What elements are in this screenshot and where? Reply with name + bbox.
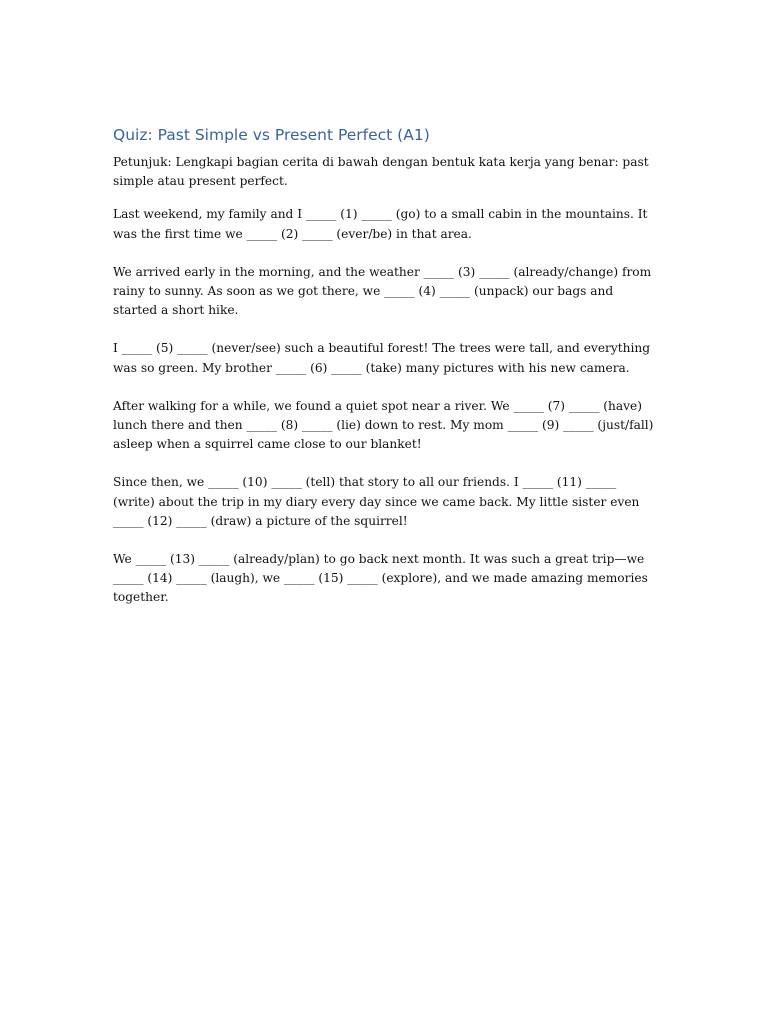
story-paragraph-1: Last weekend, my family and I _____ (1) _____ (go) to a small cabin in the mountains. It was the first time we _____ (2) _____ (ever/be) in that area. xyxy=(113,207,648,241)
document-title: Quiz: Past Simple vs Present Perfect (A1) xyxy=(113,126,430,144)
document-body xyxy=(113,123,661,627)
story-paragraph-2: We arrived early in the morning, and the weather _____ (3) _____ (already/change) from rainy to sunny. As soon as we got there, we _____ (4) _____ (unpack) our bags and started a short hike. xyxy=(113,264,652,318)
story-paragraph-5: Since then, we _____ (10) _____ (tell) that story to all our friends. I _____ (11) _____ (write) about the trip in my diary every day since we came back. My little sister even _____ (12) _____ (draw) a picture of the squirrel! xyxy=(113,475,640,528)
instructions-text: Petunjuk: Lengkapi bagian cerita di bawah dengan bentuk kata kerja yang benar: past simple atau present perfect. xyxy=(113,155,649,189)
story-paragraph-4: After walking for a while, we found a quiet spot near a river. We _____ (7) _____ (have) lunch there and then _____ (8) _____ (lie) down to rest. My mom _____ (9) _____ (just/fall) asleep when a squirrel came close to our blanket! xyxy=(113,398,654,452)
story-paragraph-3: I _____ (5) _____ (never/see) such a beautiful forest! The trees were tall, and everything was so green. My brother _____ (6) _____ (take) many pictures with his new camera. xyxy=(113,341,651,375)
story-paragraph-6: We _____ (13) _____ (already/plan) to go back next month. It was such a great trip—we _____ (14) _____ (laugh), we _____ (15) _____ (explore), and we made amazing memories together. xyxy=(113,552,648,605)
